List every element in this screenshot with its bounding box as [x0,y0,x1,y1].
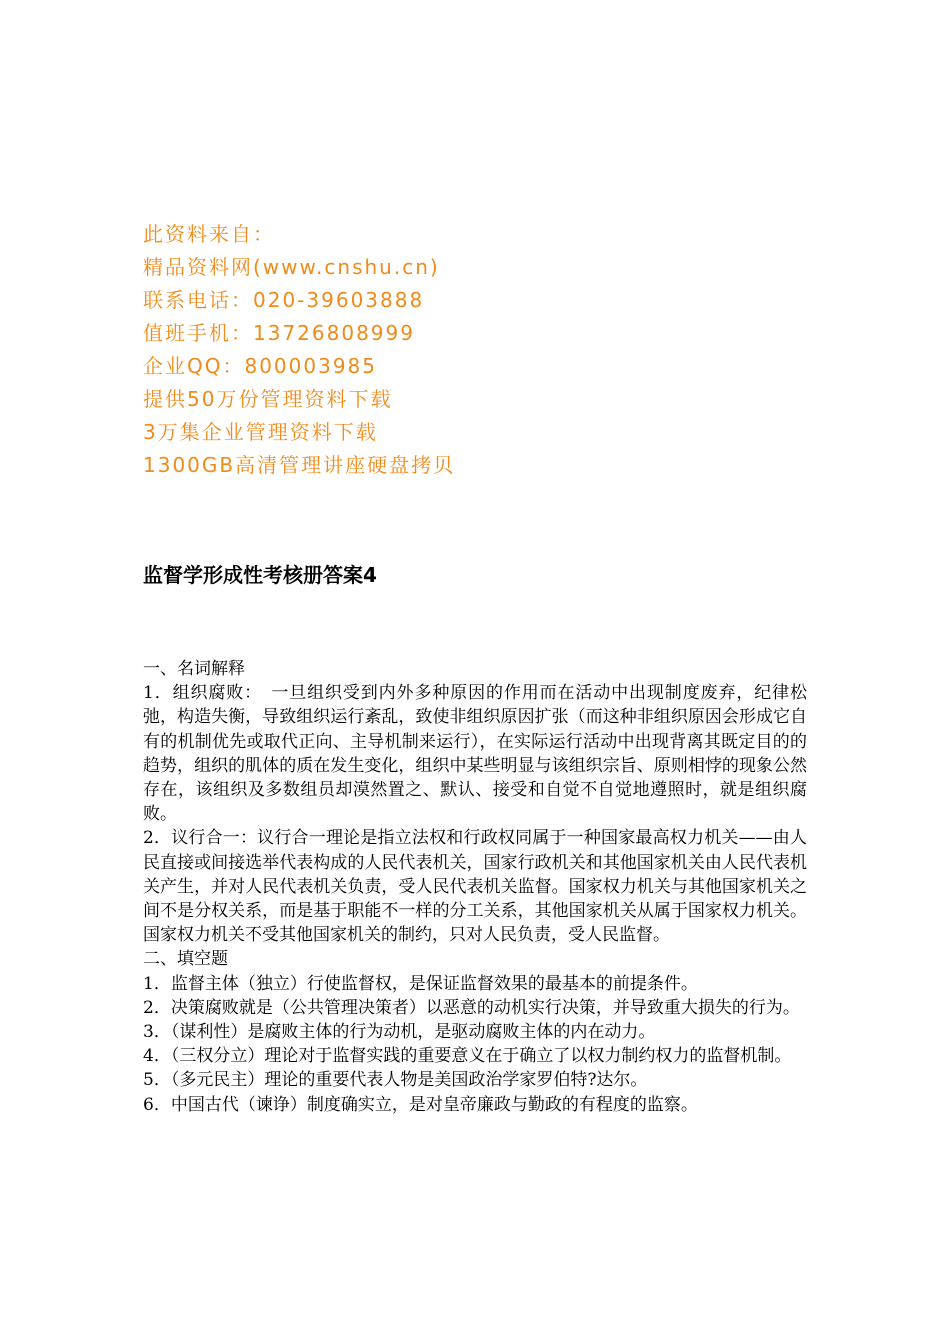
source-line-phone: 联系电话：020-39603888 [143,288,425,312]
term-paragraph: 2．议行合一：议行合一理论是指立法权和行政权同属于一种国家最高权力机关——由人民直接或间接选举代表构成的人民代表机关，国家行政机关和其他国家机关由人民代表机关产生，并对人民代表机关负责，受人民代表机关监督。国家权力机关与其他国家机关之间不是分权关系，而是基于职能不一样的分工关系，其他国家机关从属于国家权力机关。国家权力机关不受其他国家机关的制约，只对人民负责，受人民监督。 [143,828,807,946]
source-line-offer-2: 3万集企业管理资料下载 [143,420,378,444]
source-line-intro: 此资料来自： [143,222,275,246]
document-body [143,657,807,1117]
fill-item: 3．（谋利性）是腐败主体的行为动机，是驱动腐败主体的内在动力。 [143,1022,656,1043]
document-title: 监督学形成性考核册答案4 [143,563,377,587]
fill-item: 4．（三权分立）理论对于监督实践的重要意义在于确立了以权力制约权力的监督机制。 [143,1046,792,1067]
fill-item: 2．决策腐败就是（公共管理决策者）以恶意的动机实行决策，并导致重大损失的行为。 [143,997,800,1018]
fill-item: 5．（多元民主）理论的重要代表人物是美国政治学家罗伯特?达尔。 [143,1070,648,1091]
source-line-offer-1: 提供50万份管理资料下载 [143,387,393,411]
fill-item: 6．中国古代（谏诤）制度确实立，是对皇帝廉政与勤政的有程度的监察。 [143,1094,698,1115]
source-info-block [143,218,743,482]
fill-item: 1．监督主体（独立）行使监督权，是保证监督效果的最基本的前提条件。 [143,973,698,994]
source-line-qq: 企业QQ：800003985 [143,354,378,378]
source-line-offer-3: 1300GB高清管理讲座硬盘拷贝 [143,453,456,477]
source-line-mobile: 值班手机：13726808999 [143,321,415,345]
term-paragraph: 1．组织腐败： 一旦组织受到内外多种原因的作用而在活动中出现制度废弃，纪律松弛，构造失衡，导致组织运行紊乱，致使非组织原因扩张（而这种非组织原因会形成它自有的机制优先或取代正向、主导机制来运行），在实际运行活动中出现背离其既定目的的趋势，组织的肌体的质在发生变化，组织中某些明显与该组织宗旨、原则相悖的现象公然存在，该组织及多数组员却漠然置之、默认、接受和自觉不自觉地遵照时，就是组织腐败。 [143,683,807,825]
section-heading-terms: 一、名词解释 [143,659,245,679]
section-heading-fill: 二、填空题 [143,949,228,970]
source-line-website: 精品资料网(www.cnshu.cn) [143,255,440,279]
